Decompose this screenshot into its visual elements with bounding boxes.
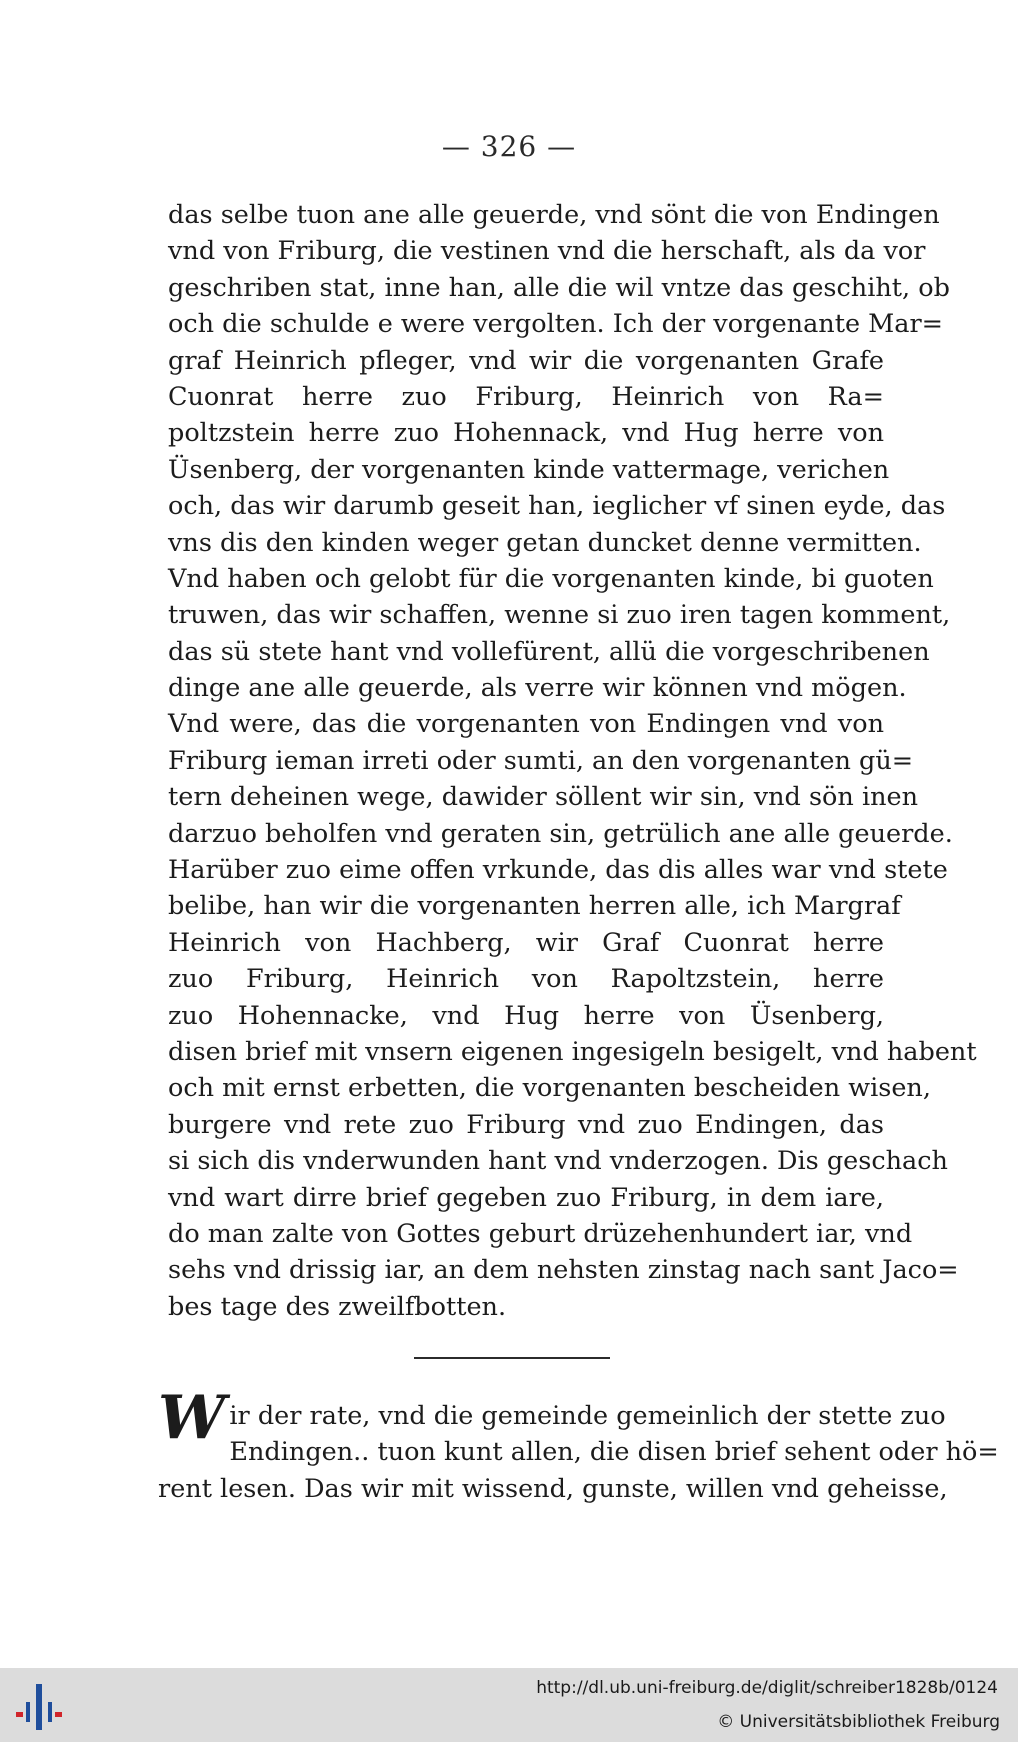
text-line: graf Heinrich pfleger, vnd wir die vorgenanten Grafe bbox=[168, 345, 884, 376]
document-url-link[interactable]: http://dl.ub.uni-freiburg.de/diglit/schreiber1828b/0124 bbox=[536, 1678, 998, 1698]
text-line: si sich dis vnderwunden hant vnd vnderzogen. Dis geschach bbox=[168, 1146, 948, 1177]
text-line: poltzstein herre zuo Hohennack, vnd Hug herre von bbox=[168, 418, 884, 449]
text-line: Endingen.. tuon kunt allen, die disen brief sehent oder hö= bbox=[229, 1437, 999, 1468]
text-line: Üsenberg, der vorgenanten kinde vattermage, verichen bbox=[168, 454, 890, 485]
text-line: belibe, han wir die vorgenanten herren alle, ich Margraf bbox=[168, 891, 901, 922]
page-number: — 326 — bbox=[441, 130, 577, 163]
text-line: Heinrich von Hachberg, wir Graf Cuonrat herre bbox=[168, 927, 884, 958]
text-line: och, das wir darumb geseit han, ieglicher vf sinen eyde, das bbox=[168, 491, 946, 522]
text-line: dinge ane alle geuerde, als verre wir können vnd mögen. bbox=[168, 673, 907, 704]
text-line: zuo Friburg, Heinrich von Rapoltzstein, herre bbox=[168, 964, 884, 995]
text-line: truwen, das wir schaffen, wenne si zuo iren tagen komment, bbox=[168, 600, 951, 631]
text-line: Friburg ieman irreti oder sumti, an den vorgenanten gü= bbox=[168, 745, 914, 776]
section-divider bbox=[414, 1357, 610, 1359]
copyright-notice: © Universitätsbibliothek Freiburg bbox=[717, 1712, 1000, 1732]
body-text bbox=[168, 197, 977, 1325]
drop-cap-initial: W bbox=[158, 1383, 226, 1453]
text-line: Vnd haben och gelobt für die vorgenanten kinde, bi guoten bbox=[168, 563, 934, 594]
text-line: do man zalte von Gottes geburt drüzehenhundert iar, vnd bbox=[168, 1218, 913, 1249]
text-line: das selbe tuon ane alle geuerde, vnd sönt die von Endingen bbox=[168, 200, 940, 230]
second-paragraph bbox=[158, 1383, 999, 1507]
text-line: Harüber zuo eime offen vrkunde, das dis alles war vnd stete bbox=[168, 855, 948, 886]
text-line: burgere vnd rete zuo Friburg vnd zuo Endingen, das bbox=[168, 1109, 884, 1140]
ub-freiburg-logo-icon[interactable] bbox=[14, 1682, 64, 1732]
text-line: zuo Hohennacke, vnd Hug herre von Üsenberg, bbox=[168, 1000, 884, 1031]
text-line: rent lesen. Das wir mit wissend, gunste, willen vnd geheisse, bbox=[158, 1473, 948, 1504]
text-line: geschriben stat, inne han, alle die wil vntze das geschiht, ob bbox=[168, 272, 950, 303]
text-line: disen brief mit vnsern eigenen ingesigeln besigelt, vnd habent bbox=[168, 1036, 977, 1067]
text-line: Cuonrat herre zuo Friburg, Heinrich von Ra= bbox=[168, 381, 884, 412]
viewer-footer bbox=[0, 1668, 1018, 1742]
text-line: vns dis den kinden weger getan duncket denne vermitten. bbox=[168, 527, 922, 558]
text-line: darzuo beholfen vnd geraten sin, getrülich ane alle geuerde. bbox=[168, 818, 953, 849]
text-line: vnd von Friburg, die vestinen vnd die herschaft, als da vor bbox=[168, 236, 926, 267]
text-line: bes tage des zweilfbotten. bbox=[168, 1291, 507, 1322]
text-line: och mit ernst erbetten, die vorgenanten bescheiden wisen, bbox=[168, 1073, 931, 1104]
text-line: sehs vnd drissig iar, an dem nehsten zinstag nach sant Jaco= bbox=[168, 1255, 959, 1286]
second-paragraph-lines bbox=[158, 1398, 999, 1507]
text-line: vnd wart dirre brief gegeben zuo Friburg, in dem iare, bbox=[168, 1182, 884, 1213]
text-line: tern deheinen wege, dawider söllent wir sin, vnd sön inen bbox=[168, 782, 919, 813]
text-line: das sü stete hant vnd vollefürent, allü die vorgeschribenen bbox=[168, 636, 930, 667]
text-line: ir der rate, vnd die gemeinde gemeinlich der stette zuo bbox=[229, 1401, 946, 1431]
text-line: och die schulde e were vergolten. Ich der vorgenante Mar= bbox=[168, 309, 944, 340]
text-line: Vnd were, das die vorgenanten von Endingen vnd von bbox=[168, 709, 884, 740]
